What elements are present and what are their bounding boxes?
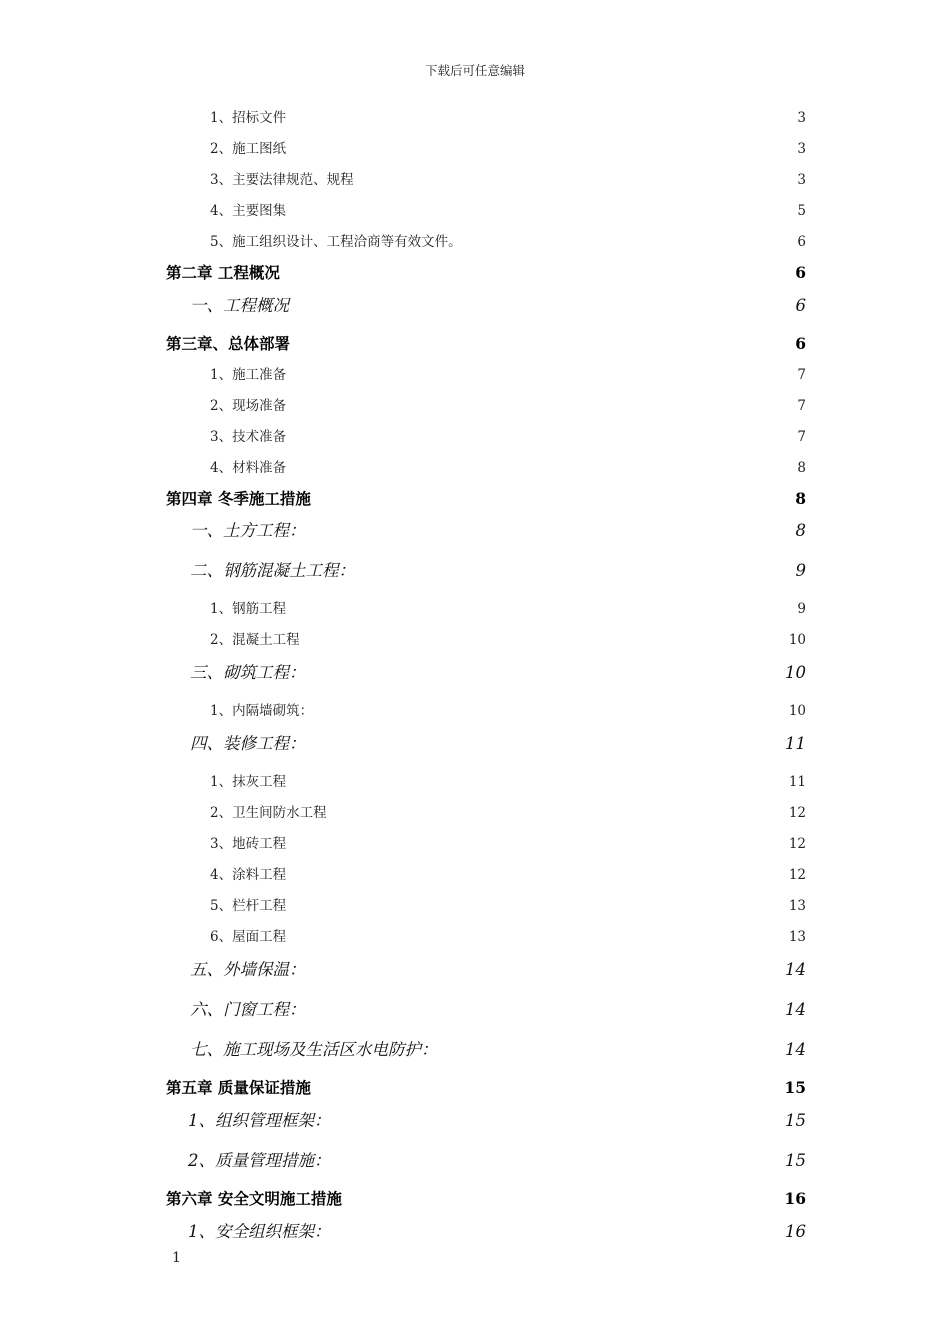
toc-entry xyxy=(210,770,806,790)
toc-entry-page: 3 xyxy=(797,110,806,126)
toc-entry-page: 5 xyxy=(797,203,806,219)
page-header: 下载后可任意编辑 xyxy=(424,63,525,78)
toc-entry-page: 7 xyxy=(797,398,806,414)
toc-entry-label: 五、外墙保温： xyxy=(190,960,306,979)
toc-entry-label: 第三章、总体部署 xyxy=(166,334,291,353)
toc-entry xyxy=(210,597,806,617)
toc-entry-label: 4、涂料工程 xyxy=(210,867,287,883)
toc-entry xyxy=(166,1187,806,1209)
toc-entry xyxy=(188,1218,806,1242)
toc-entry-page: 6 xyxy=(795,263,806,282)
toc-entry-page: 15 xyxy=(784,1078,806,1097)
toc-entry xyxy=(188,1107,806,1131)
toc-entry-label: 1、安全组织框架： xyxy=(188,1222,331,1241)
toc-entry xyxy=(166,332,806,354)
toc-entry-page: 7 xyxy=(797,367,806,383)
toc-entry xyxy=(210,894,806,914)
toc-entry-label: 4、材料准备 xyxy=(210,460,287,476)
toc-entry xyxy=(210,137,806,157)
toc-entry-page: 9 xyxy=(795,561,806,580)
toc-entry-label: 2、混凝土工程 xyxy=(210,632,300,648)
toc-entry xyxy=(190,996,806,1020)
toc-entry-label: 第四章 冬季施工措施 xyxy=(166,489,311,508)
toc-entry xyxy=(210,230,806,250)
toc-entry-page: 12 xyxy=(788,867,806,883)
toc-entry-label: 1、内隔墙砌筑： xyxy=(210,703,314,719)
toc-entry-label: 1、施工准备 xyxy=(210,367,287,383)
toc-entry xyxy=(210,394,806,414)
toc-entry-page: 6 xyxy=(795,296,806,315)
toc-entry-page: 8 xyxy=(797,460,806,476)
toc-entry-page: 9 xyxy=(797,601,806,617)
toc-entry-page: 6 xyxy=(797,234,806,250)
toc-entry-page: 16 xyxy=(784,1189,806,1208)
toc-entry-label: 二、钢筋混凝土工程： xyxy=(190,561,355,580)
toc-entry-page: 12 xyxy=(788,836,806,852)
toc-entry-page: 16 xyxy=(785,1222,806,1241)
toc-entry-page: 10 xyxy=(788,703,806,719)
toc-entry-label: 第二章 工程概况 xyxy=(166,263,280,282)
toc-entry-label: 四、装修工程： xyxy=(190,734,306,753)
toc-entry xyxy=(210,456,806,476)
toc-entry-page: 8 xyxy=(795,521,806,540)
toc-entry-page: 3 xyxy=(797,141,806,157)
toc-entry-page: 13 xyxy=(788,898,806,914)
toc-entry-label: 六、门窗工程： xyxy=(190,1000,306,1019)
toc-entry-label: 2、施工图纸 xyxy=(210,141,287,157)
toc-entry-label: 6、屋面工程 xyxy=(210,929,287,945)
toc-entry xyxy=(190,1036,806,1060)
toc-entry xyxy=(190,730,806,754)
toc-entry xyxy=(190,292,806,316)
toc-entry xyxy=(210,199,806,219)
toc-entry-page: 13 xyxy=(788,929,806,945)
toc-entry-page: 11 xyxy=(785,734,806,753)
toc-entry xyxy=(210,168,806,188)
toc-entry-label: 5、施工组织设计、工程洽商等有效文件。 xyxy=(210,234,462,250)
toc-entry-page: 15 xyxy=(785,1151,806,1170)
toc-entry xyxy=(166,261,806,283)
toc-entry xyxy=(190,659,806,683)
toc-entry-label: 5、栏杆工程 xyxy=(210,898,287,914)
toc-entry-page: 10 xyxy=(788,632,806,648)
toc-entry-label: 1、钢筋工程 xyxy=(210,601,287,617)
toc-entry xyxy=(210,925,806,945)
toc-entry-page: 8 xyxy=(795,489,806,508)
toc-entry xyxy=(210,699,806,719)
page-number: 1 xyxy=(172,1250,181,1266)
toc-entry xyxy=(210,628,806,648)
toc-entry-label: 2、质量管理措施： xyxy=(188,1151,331,1170)
toc-entry xyxy=(190,557,806,581)
toc-entry xyxy=(166,487,806,509)
toc-entry-page: 14 xyxy=(785,1040,806,1059)
toc-entry-page: 12 xyxy=(788,805,806,821)
toc-entry xyxy=(210,106,806,126)
toc-entry-label: 2、现场准备 xyxy=(210,398,287,414)
toc-entry-label: 3、主要法律规范、规程 xyxy=(210,172,354,188)
toc-entry-page: 14 xyxy=(785,1000,806,1019)
toc-entry-label: 3、技术准备 xyxy=(210,429,287,445)
toc-entry xyxy=(166,1076,806,1098)
toc-entry-label: 1、招标文件 xyxy=(210,110,287,126)
toc-entry xyxy=(210,832,806,852)
toc-entry xyxy=(210,425,806,445)
toc-entry-label: 4、主要图集 xyxy=(210,203,287,219)
toc-entry-page: 6 xyxy=(795,334,806,353)
toc-entry xyxy=(210,863,806,883)
toc-entry-label: 2、卫生间防水工程 xyxy=(210,805,327,821)
toc-entry-label: 三、砌筑工程： xyxy=(190,663,306,682)
toc-entry-label: 3、地砖工程 xyxy=(210,836,287,852)
toc-entry xyxy=(188,1147,806,1171)
toc-entry-label: 一、土方工程： xyxy=(190,521,306,540)
toc-entry-page: 15 xyxy=(785,1111,806,1130)
toc-entry-label: 第六章 安全文明施工措施 xyxy=(166,1189,342,1208)
toc-entry-label: 1、组织管理框架： xyxy=(188,1111,331,1130)
toc-entry-page: 11 xyxy=(788,774,806,790)
toc-entry-label: 第五章 质量保证措施 xyxy=(166,1078,311,1097)
toc-entry xyxy=(190,517,806,541)
toc-entry-page: 10 xyxy=(785,663,806,682)
toc-entry-label: 七、施工现场及生活区水电防护： xyxy=(190,1040,438,1059)
toc-entry-label: 1、抹灰工程 xyxy=(210,774,287,790)
toc-entry-page: 7 xyxy=(797,429,806,445)
toc-entry xyxy=(210,801,806,821)
toc-entry-page: 3 xyxy=(797,172,806,188)
toc-entry-page: 14 xyxy=(785,960,806,979)
toc-entry xyxy=(190,956,806,980)
toc-entry-label: 一、工程概况 xyxy=(190,296,289,315)
toc-entry xyxy=(210,363,806,383)
